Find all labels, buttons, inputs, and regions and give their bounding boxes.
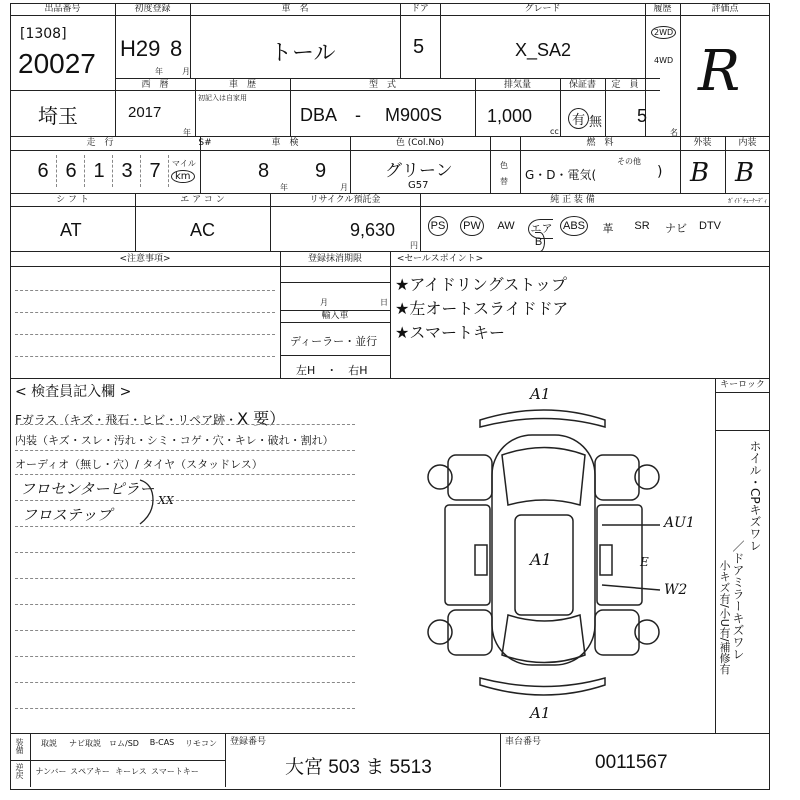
mileage-s-header: S#: [198, 138, 212, 148]
equipment-item: DTV: [699, 220, 721, 232]
handwritten-mark: XX: [158, 494, 174, 507]
color-name: グリーン: [385, 161, 453, 180]
sales-point: ★左オートスライドドア: [395, 299, 569, 318]
sales-point: ★スマートキー: [395, 323, 506, 342]
capacity-header: 定 員: [611, 80, 639, 90]
capacity-unit: 名: [670, 128, 678, 137]
region-header: 西 暦: [141, 80, 169, 90]
model-dash: -: [355, 105, 361, 125]
chassis-label: 車台番号: [505, 737, 542, 747]
interior-header: 内装: [738, 138, 757, 148]
inspection-year: 8: [258, 160, 270, 182]
diagram-label-middle: A1: [530, 550, 552, 569]
brace-mark: [135, 478, 165, 526]
color-header: 色 (Col.No): [395, 138, 445, 148]
history-2wd: 2WD: [651, 26, 676, 39]
car-diagram: [420, 395, 710, 715]
equipment-header: 純 正 装 備: [550, 195, 595, 205]
handwritten-note-2: フロステップ: [22, 506, 112, 524]
bottom-label-1: 装備: [15, 738, 24, 754]
warranty-no: 無: [589, 115, 603, 130]
side-text-1: ホイル・CPキズワレ: [748, 440, 762, 552]
lot-region: 埼玉: [38, 106, 78, 128]
notes-header: <注意事項>: [119, 254, 171, 264]
diagram-label-right1: AU1: [664, 515, 695, 531]
import-dealer: ディーラー・並行: [290, 335, 378, 348]
aircon-value: AC: [190, 220, 216, 240]
equipment-item: ナビ: [665, 223, 687, 235]
sales-header: <セールスポイント>: [396, 254, 484, 264]
bottom-item: スペアキー: [70, 767, 110, 776]
capacity-value: 5: [637, 106, 648, 126]
displacement-value: 1,000: [487, 106, 533, 126]
diagram-label-side: E: [640, 555, 649, 569]
reg-era: H29: [120, 36, 161, 61]
doors-header: ドア: [411, 4, 429, 14]
plate-label: 登録番号: [230, 737, 267, 747]
bottom-item: ロム/SD: [109, 739, 139, 748]
model-header: 型 式: [368, 80, 396, 90]
shift-header: シ フ ト: [56, 195, 89, 205]
car-name-header: 車 名: [281, 4, 309, 14]
inspector-line1: Fガラス（キズ・飛石・ヒビ・リペア跡・X 要）: [15, 409, 286, 428]
inspection-month-unit: 月: [340, 183, 348, 192]
inspector-line3: オーディオ（無し・穴）/ タイヤ（スタッドレス）: [15, 458, 263, 471]
equipment-item: PS: [422, 220, 454, 232]
reg-year: 2017: [128, 104, 162, 121]
equipment-item: SR: [634, 220, 650, 232]
reg-month: 8: [170, 36, 183, 61]
handle-side: 左H ・ 右H: [296, 364, 368, 377]
warranty-yes: 有: [568, 108, 589, 129]
reg-year-suffix: 年: [183, 128, 191, 137]
side-text-3: 小キズ有/小U有/補修有: [718, 560, 731, 675]
exterior-grade: B: [690, 158, 710, 188]
mileage-digit: 7: [142, 155, 169, 187]
bottom-item: ナンバー: [35, 767, 67, 776]
inspector-title: < 検査員記入欄 >: [15, 384, 132, 400]
first-reg-header: 初度登録: [134, 4, 171, 14]
bottom-item: B-CAS: [149, 738, 175, 747]
inspection-month: 9: [315, 160, 327, 182]
bottom-item: キーレス: [115, 767, 147, 776]
mileage-unit-km: km: [171, 170, 195, 183]
import-header: 輸入車: [321, 311, 349, 321]
lot-header: 出品番号: [44, 4, 81, 14]
diagram-label-top: A1: [530, 385, 551, 403]
inspector-line2: 内装（キズ・スレ・汚れ・シミ・コゲ・穴・キレ・破れ・割れ）: [15, 434, 334, 447]
chassis-value: 0011567: [595, 752, 668, 773]
interior-grade: B: [735, 158, 755, 188]
reg-day-label: 日: [380, 298, 388, 307]
lot-code: [1308]: [20, 26, 67, 42]
side-text-2: ／ドアミラーキズワレ: [731, 540, 745, 660]
mileage-digit: 1: [86, 155, 113, 187]
doors-value: 5: [413, 36, 425, 58]
mileage-unit-mile: マイル: [172, 159, 196, 168]
mileage-digit: 6: [58, 155, 85, 187]
equipment-item: AW: [497, 220, 515, 232]
plate-value: 大宮 503 ま 5513: [285, 757, 432, 778]
inspection-header: 車 歴: [228, 80, 256, 90]
model-value: M900S: [385, 105, 443, 125]
recycle-header: リサイクル預託金: [309, 195, 381, 205]
fuel-header: 燃 料: [586, 138, 614, 148]
equipment-item: エアB: [524, 220, 556, 248]
aircon-header: エ ア コ ン: [180, 195, 225, 205]
fuel-text: G・D・電気(: [525, 168, 597, 182]
bottom-item: スマートキー: [151, 767, 199, 776]
equipment-item: 革: [602, 223, 614, 235]
lot-number: 20027: [18, 48, 96, 79]
handwritten-note-1: フロセンターピラー: [20, 480, 155, 498]
reg-month-unit: 月: [182, 67, 190, 76]
color-change-2: 替: [500, 177, 508, 186]
shift-value: AT: [60, 220, 82, 240]
exterior-header: 外装: [693, 138, 712, 148]
history-header: 履歴: [653, 4, 672, 14]
mileage-digit: 6: [30, 155, 57, 187]
fuel-close: ): [657, 164, 663, 180]
grade-header: グレード: [524, 4, 561, 14]
cc-unit: cc: [550, 127, 559, 136]
recycle-amount: 9,630: [350, 220, 396, 240]
fuel-other: その他: [617, 157, 641, 166]
mileage-digit: 3: [114, 155, 141, 187]
bottom-item: リモコン: [185, 739, 217, 748]
reg-month-label: 月: [320, 298, 328, 307]
color-change-1: 色: [500, 161, 508, 170]
inspection-exp-header: 車 検: [271, 138, 299, 148]
equipment-item: PW: [456, 220, 488, 232]
warranty-header: 保証書: [568, 80, 596, 90]
score-value: R: [698, 39, 741, 104]
sales-point: ★アイドリングストップ: [395, 275, 567, 294]
reg-limit-header: 登録抹消期限: [307, 254, 362, 264]
reg-note: 初記入は自家用: [198, 94, 247, 102]
model-prefix: DBA: [300, 105, 338, 125]
diagram-label-bottom: A1: [530, 704, 551, 722]
bottom-item: ナビ取説: [69, 739, 101, 748]
bottom-label-2: 逆戻: [15, 763, 24, 779]
score-header: 評価点: [711, 4, 739, 14]
mileage-header: 走 行: [86, 138, 114, 148]
equipment-item: ABS: [558, 220, 590, 232]
history-4wd: 4WD: [654, 56, 674, 65]
reg-year-unit: 年: [155, 67, 163, 76]
bottom-item: 取説: [41, 739, 57, 748]
keylock-header: キーロック: [720, 380, 765, 390]
car-name: トール: [270, 40, 336, 65]
inspection-year-unit: 年: [280, 183, 288, 192]
recycle-unit: 円: [410, 241, 418, 250]
diagram-label-right2: W2: [664, 582, 688, 598]
color-code: G57: [408, 180, 429, 191]
guide-header: ｶﾞｲﾄﾞﾁｭｰﾅｰﾃﾞｨ: [728, 198, 768, 205]
grade-value: X_SA2: [515, 40, 572, 60]
displacement-header: 排気量: [503, 80, 531, 90]
